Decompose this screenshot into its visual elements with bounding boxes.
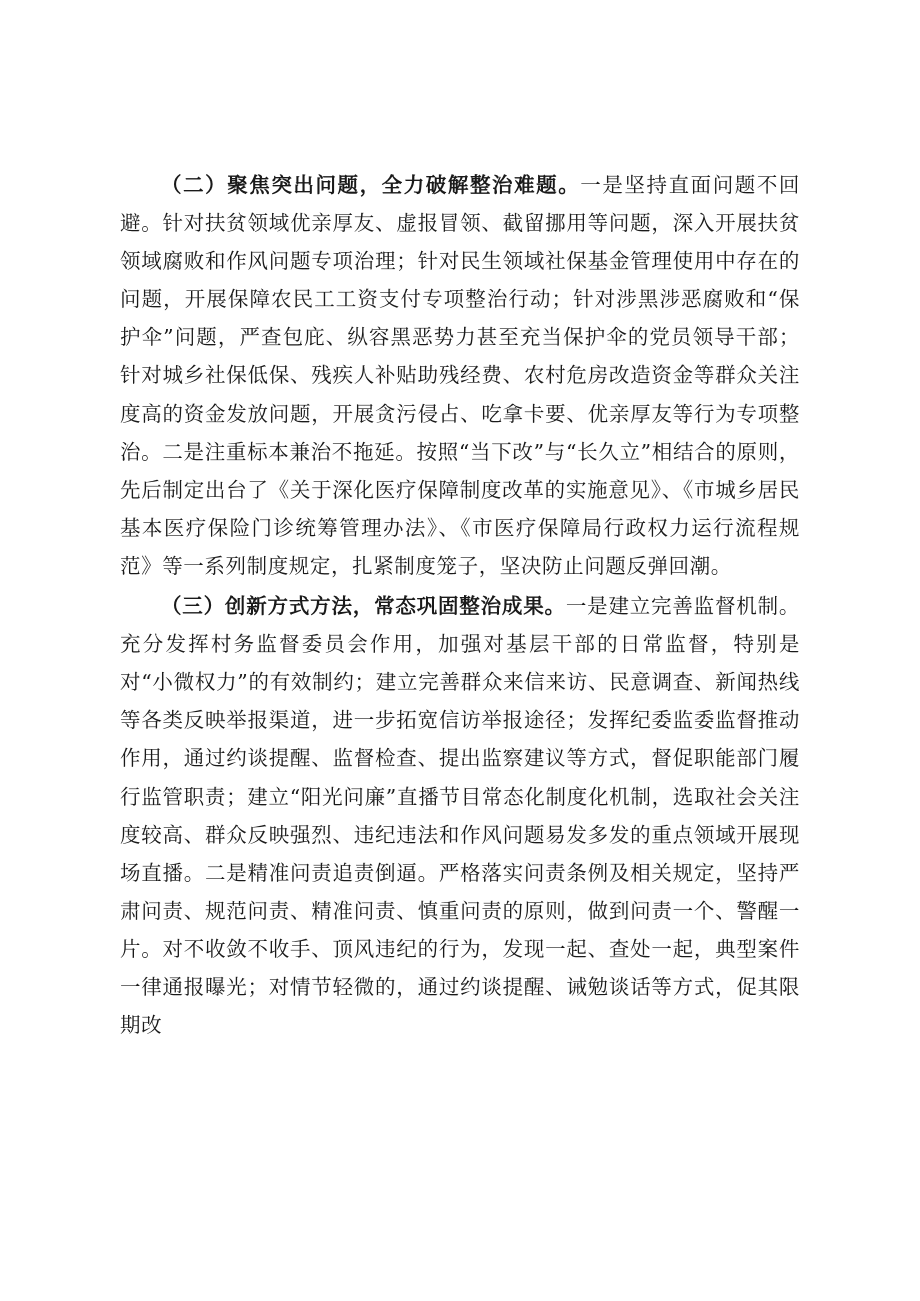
paragraph-section-three [120,587,800,1044]
section-two-heading: （二）聚焦突出问题，全力破解整治难题。 [161,173,581,197]
section-three-heading: （三）创新方式方法，常态巩固整治成果。 [161,594,566,619]
section-three-body: 一是建立完善监督机制。充分发挥村务监督委员会作用，加强对基层干部的日常监督，特别是对“小微权力”的有效制约；建立完善群众来信来访、民意调查、新闻热线等各类反映举报渠道，进一步拓宽信访举报途径；发挥纪委监委监督推动作用，通过约谈提醒、监督检查、提出监察建议等方式，督促职能部门履行监管职责；建立“阳光问廉”直播节目常态化制度化机制，选取社会关注度较高、群众反映强烈、违纪违法和作风问题易发多发的重点领域开展现场直播。二是精准问责追责倒逼。严格落实问责条例及相关规定，坚持严肃问责、规范问责、精准问责、慎重问责的原则，做到问责一个、警醒一片。对不收敛不收手、顶风违纪的行为，发现一起、查处一起，典型案件一律通报曝光；对情节轻微的，通过约谈提醒、诫勉谈话等方式，促其限期改 [120,594,800,1038]
paragraph-section-two [120,166,800,585]
document-body [120,166,800,1044]
section-two-body: 一是坚持直面问题不回避。针对扶贫领域优亲厚友、虚报冒领、截留挪用等问题，深入开展扶贫领域腐败和作风问题专项治理；针对民生领域社保基金管理使用中存在的问题，开展保障农民工工资支付专项整治行动；针对涉黑涉恶腐败和“保护伞”问题，严查包庇、纵容黑恶势力甚至充当保护伞的党员领导干部；针对城乡社保低保、残疾人补贴助残经费、农村危房改造资金等群众关注度高的资金发放问题，开展贪污侵占、吃拿卡要、优亲厚友等行为专项整治。二是注重标本兼治不拖延。按照“当下改”与“长久立”相结合的原则，先后制定出台了《关于深化医疗保障制度改革的实施意见》、《市城乡居民基本医疗保险门诊统筹管理办法》、《市医疗保障局行政权力运行流程规范》等一系列制度规定，扎紧制度笼子，坚决防止问题反弹回潮。 [120,173,801,578]
